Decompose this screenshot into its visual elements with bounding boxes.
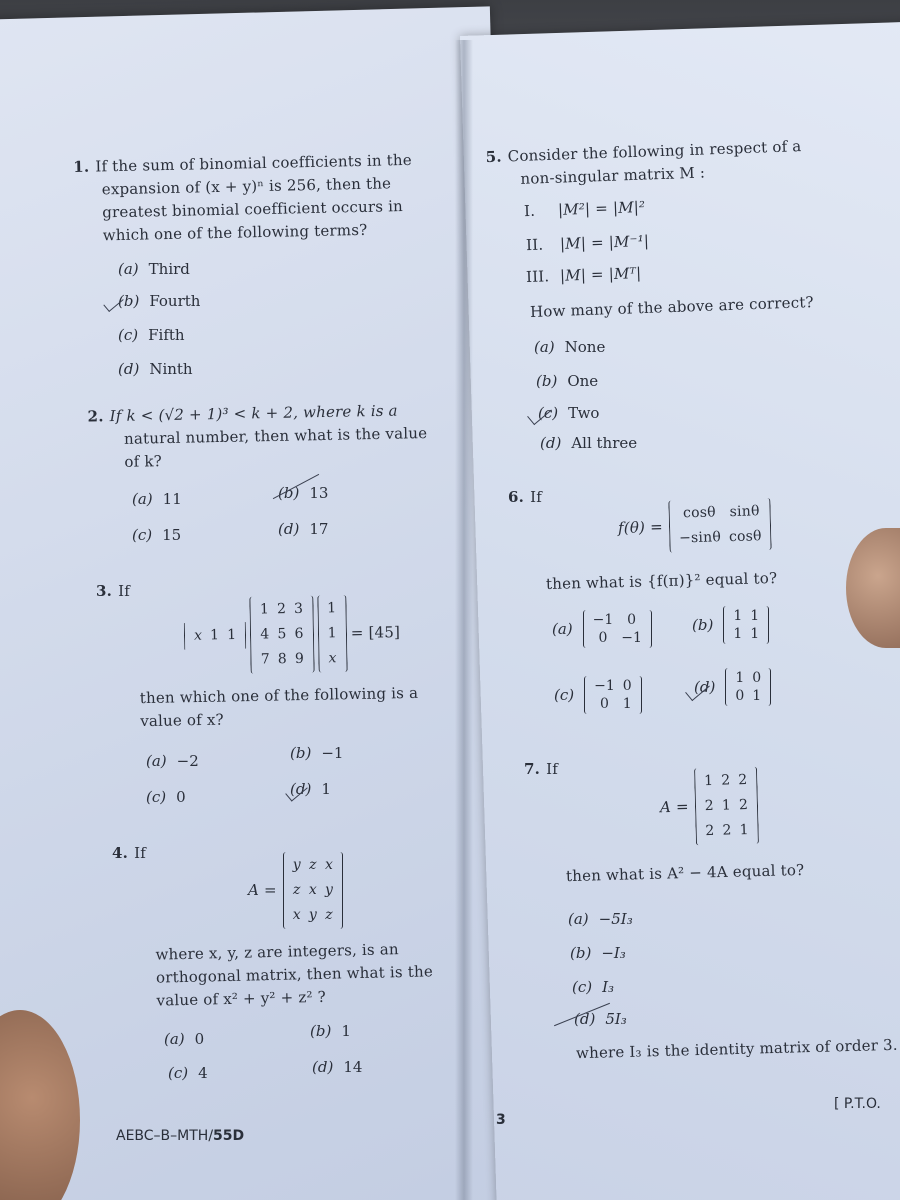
option-c: (c) 4 <box>168 1064 208 1082</box>
footnote: where I₃ is the identity matrix of order 3. <box>575 1035 898 1063</box>
option-c: (c) I₃ <box>572 978 615 996</box>
question-1 <box>73 148 455 248</box>
question-7 <box>524 758 558 781</box>
option-d: (d) All three <box>540 434 638 452</box>
matrix-2x2: cosθ sinθ −sinθ cosθ <box>668 498 772 553</box>
page-number: 3 <box>496 1112 506 1128</box>
matrix-3x3: y z x z x y x y z <box>283 852 343 929</box>
q7-matrix-definition: A = 1 2 2 2 1 2 2 2 1 <box>659 767 759 847</box>
option-b: (b) Fourth <box>118 292 201 310</box>
question-text: then what is {f(π)}² equal to? <box>545 568 778 594</box>
question-text: If <box>118 582 130 600</box>
question-text: If <box>134 844 146 862</box>
option-c: (c) Two <box>538 404 600 422</box>
column-vector: 1 1 x <box>317 595 347 672</box>
option-a: (a) Third <box>118 260 190 278</box>
question-number: 2. <box>87 407 104 426</box>
option-d: (d) 17 <box>278 520 329 538</box>
option-c: (c) 15 <box>132 526 182 544</box>
equation-rhs: = [45] <box>350 623 401 642</box>
option-d: (d) Ninth <box>118 360 193 378</box>
option-d: (d) 1 0 0 1 <box>694 668 771 706</box>
option-c: (c) −1 0 0 1 <box>554 676 642 714</box>
option-b: (b) 13 <box>278 484 329 502</box>
option-b: (b) −I₃ <box>570 944 626 962</box>
question-number: 1. <box>73 157 90 176</box>
pto-note: [ P.T.O. <box>834 1096 881 1112</box>
question-number: 5. <box>485 147 503 167</box>
option-d: (d) 14 <box>312 1058 363 1076</box>
option-a: (a) −1 0 0 −1 <box>552 610 652 648</box>
question-text: How many of the above are correct? <box>529 293 815 321</box>
option-b: (b) 1 1 1 1 <box>692 606 769 644</box>
question-3 <box>96 580 130 603</box>
question-text: non-singular matrix M : <box>520 163 706 188</box>
matrix-3x3: 1 2 2 2 1 2 2 2 1 <box>694 767 759 846</box>
question-text: natural number, then what is the value <box>123 424 428 448</box>
question-text: of k? <box>124 452 163 471</box>
question-4-text: where x, y, z are integers, is an orthogonal matrix, then what is the value of x² + y² + z² ? <box>155 940 434 1010</box>
option-b: (b) −1 <box>290 744 344 762</box>
option-d: (d) 1 <box>290 780 331 798</box>
question-text: If the sum of binomial coefficients in the <box>95 150 413 176</box>
paper-code: AEBC–B–MTH/55D <box>116 1128 245 1144</box>
question-number: 3. <box>96 582 113 600</box>
statement-2: II. |M| = |M⁻¹| <box>525 231 650 255</box>
question-text: greatest binomial coefficient occurs in <box>102 197 404 222</box>
question-text: If k < (√2 + 1)³ < k + 2, where k is a <box>109 401 398 426</box>
statement-3: III. |M| = |Mᵀ| <box>525 263 642 287</box>
option-a: (a) None <box>534 338 606 356</box>
question-3-text: then which one of the following is a value of x? <box>139 683 419 731</box>
q4-matrix-definition: A = y z x z x y x y z <box>248 852 343 929</box>
question-text: then what is A² − 4A equal to? <box>565 860 805 886</box>
question-text: If <box>530 488 542 506</box>
question-text: expansion of (x + y)ⁿ is 256, then the <box>101 174 392 199</box>
question-text: Consider the following in respect of a <box>507 137 802 166</box>
question-4 <box>112 842 146 865</box>
option-a: (a) −5I₃ <box>568 910 633 928</box>
question-text: If <box>546 760 558 778</box>
matrix-3x3: 1 2 3 4 5 6 7 8 9 <box>250 596 315 674</box>
statement-1: I. |M²| = |M|² <box>523 197 646 221</box>
question-number: 7. <box>524 760 541 778</box>
option-b: (b) One <box>536 372 599 390</box>
option-d: (d) 5I₃ <box>574 1010 627 1028</box>
question-6 <box>508 486 542 509</box>
q3-matrix-equation <box>183 594 400 675</box>
option-b: (b) 1 <box>310 1022 351 1040</box>
option-c: (c) Fifth <box>118 326 185 344</box>
question-number: 6. <box>508 488 525 506</box>
question-text: which one of the following terms? <box>102 220 368 245</box>
question-5 <box>485 134 836 192</box>
option-c: (c) 0 <box>146 788 186 806</box>
row-vector: x 1 1 <box>184 622 247 650</box>
option-a: (a) −2 <box>146 752 199 770</box>
q6-function-definition: f(θ) = cosθ sinθ −sinθ cosθ <box>617 498 772 554</box>
option-a: (a) 11 <box>132 490 182 508</box>
option-a: (a) 0 <box>164 1030 205 1048</box>
question-2 <box>87 398 458 474</box>
question-number: 4. <box>112 844 129 862</box>
